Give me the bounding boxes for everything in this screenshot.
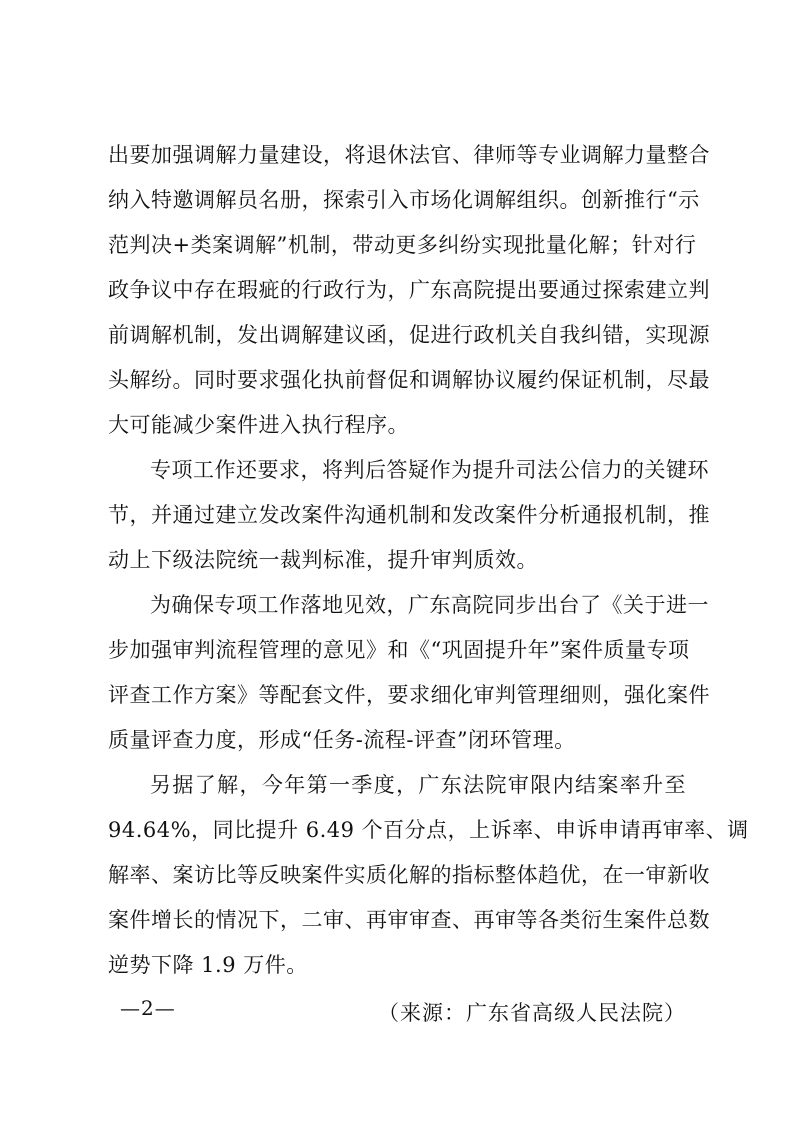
text-line: 另据了解，今年第一季度，广东法院审限内结案率升至 bbox=[150, 773, 686, 797]
text-line: 案件增长的情况下，二审、再审审查、再审等各类衍生案件总数 bbox=[108, 908, 710, 932]
text-line: 质量评查力度，形成“任务-流程-评查”闭环管理。 bbox=[108, 728, 576, 752]
text-line: 解率、案访比等反映案件实质化解的指标整体趋优，在一审新收 bbox=[108, 863, 710, 887]
source-attribution: （来源：广东省高级人民法院） bbox=[378, 1001, 686, 1025]
text-line: 为确保专项工作落地见效，广东高院同步出台了《关于进一 bbox=[150, 593, 709, 617]
text-line: 步加强审判流程管理的意见》和《“巩固提升年”案件质量专项 bbox=[108, 638, 690, 662]
text-line: 政争议中存在瑕疵的行政行为，广东高院提出要通过探索建立判 bbox=[108, 278, 710, 302]
text-line: 纳入特邀调解员名册，探索引入市场化调解组织。创新推行“示 bbox=[108, 188, 700, 212]
text-line: 评查工作方案》等配套文件，要求细化审判管理细则，强化案件 bbox=[108, 683, 710, 707]
text-line: 94.64%，同比提升 6.49 个百分点，上诉率、申诉申请再审率、调 bbox=[108, 818, 749, 842]
page-number: —2— bbox=[120, 996, 176, 1020]
text-line: 节，并通过建立发改案件沟通机制和发改案件分析通报机制，推 bbox=[108, 503, 710, 527]
text-line: 动上下级法院统一裁判标准，提升审判质效。 bbox=[108, 548, 538, 572]
text-line: 出要加强调解力量建设，将退休法官、律师等专业调解力量整合 bbox=[108, 143, 710, 167]
text-line: 专项工作还要求，将判后答疑作为提升司法公信力的关键环 bbox=[150, 458, 709, 482]
text-line: 范判决+类案调解”机制，带动更多纠纷实现批量化解；针对行 bbox=[108, 233, 697, 257]
text-line: 前调解机制，发出调解建议函，促进行政机关自我纠错，实现源 bbox=[108, 323, 710, 347]
text-line: 逆势下降 1.9 万件。 bbox=[108, 953, 308, 977]
text-line: 大可能减少案件进入执行程序。 bbox=[108, 413, 409, 437]
text-line: 头解纷。同时要求强化执前督促和调解协议履约保证机制，尽最 bbox=[108, 368, 710, 392]
